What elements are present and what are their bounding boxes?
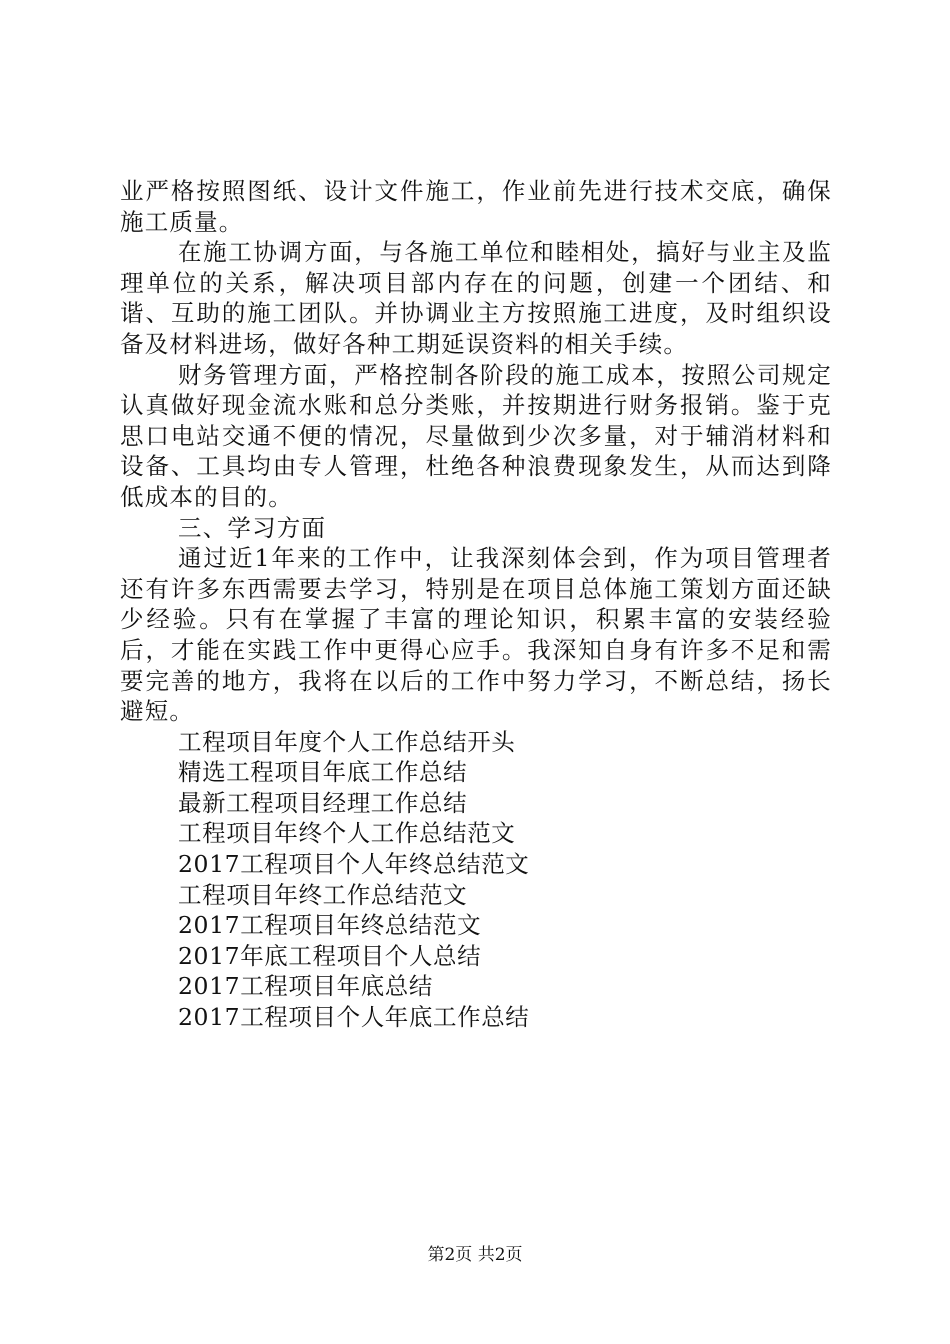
paragraph-continuation: 业严格按照图纸、设计文件施工，作业前先进行技术交底，确保施工质量。 (120, 177, 832, 236)
related-article-link[interactable]: 2017工程项目个人年终总结范文 (178, 850, 530, 879)
section-heading-learning: 三、学习方面 (178, 513, 327, 542)
paragraph-financial-management: 财务管理方面，严格控制各阶段的施工成本，按照公司规定认真做好现金流水账和总分类账，并按期进行财务报销。鉴于克思口电站交通不便的情况，尽量做到少次多量，对于辅消材料和设备、工具均由专人管理，杜绝各种浪费现象发生，从而达到降低成本的目的。 (120, 360, 832, 511)
page-number-label: 第2页 共2页 (427, 1245, 523, 1265)
related-article-link[interactable]: 2017年底工程项目个人总结 (178, 941, 482, 970)
related-article-link[interactable]: 工程项目年度个人工作总结开头 (178, 727, 516, 756)
related-article-link[interactable]: 2017工程项目年终总结范文 (178, 911, 482, 940)
related-article-link[interactable]: 2017工程项目个人年底工作总结 (178, 1003, 530, 1032)
related-article-link[interactable]: 工程项目年终个人工作总结范文 (178, 819, 516, 848)
page-footer (0, 1243, 950, 1267)
related-article-link[interactable]: 工程项目年终工作总结范文 (178, 880, 468, 909)
paragraph-learning: 通过近1年来的工作中，让我深刻体会到，作为项目管理者还有许多东西需要去学习，特别是在项目总体施工策划方面还缺少经验。只有在掌握了丰富的理论知识，积累丰富的安装经验后，才能在实践工作中更得心应手。我深知自身有许多不足和需要完善的地方，我将在以后的工作中努力学习，不断总结，扬长避短。 (120, 544, 832, 726)
document-body (120, 176, 832, 1033)
related-article-link[interactable]: 精选工程项目年底工作总结 (178, 758, 468, 787)
related-article-link[interactable]: 2017工程项目年底总结 (178, 972, 434, 1001)
related-article-link[interactable]: 最新工程项目经理工作总结 (178, 788, 468, 817)
paragraph-construction-coordination: 在施工协调方面，与各施工单位和睦相处，搞好与业主及监理单位的关系，解决项目部内存在的问题，创建一个团结、和谐、互助的施工团队。并协调业主方按照施工进度，及时组织设备及材料进场，做好各种工期延误资料的相关手续。 (120, 238, 832, 358)
related-articles-list (120, 727, 832, 1033)
